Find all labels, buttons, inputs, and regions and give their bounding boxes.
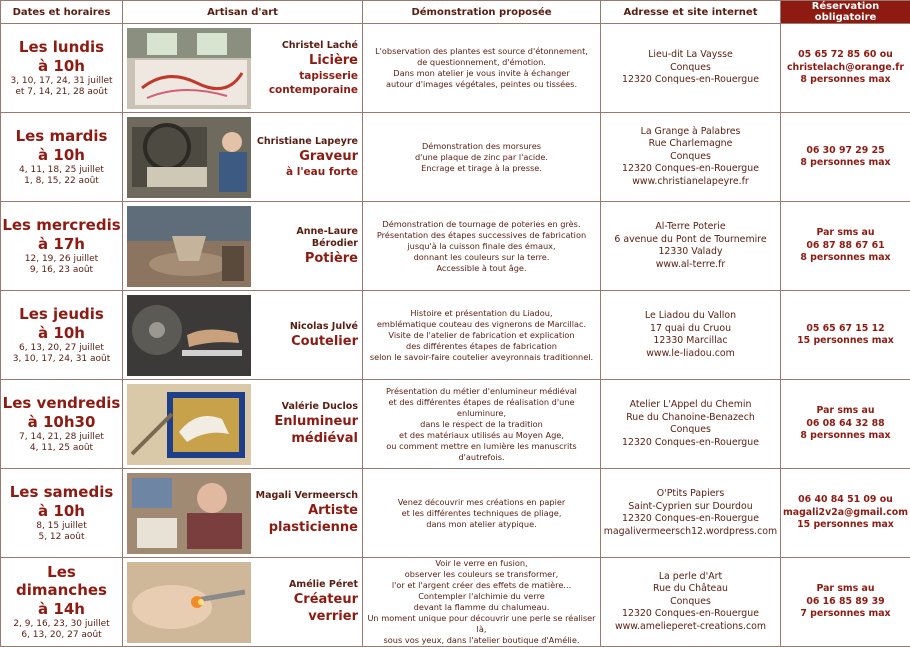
table-row [1,113,910,202]
demo-line: Visite de l'atelier de fabrication et explication [367,330,596,341]
date-line: 4, 11, 25 août [1,443,122,454]
craft-subtitle: tapisserie [248,69,358,83]
date-line: 12, 19, 26 juillet [1,254,122,265]
demo-cell [363,113,601,202]
address-cell [601,113,781,202]
glass-torch-photo [127,562,251,643]
date-line: 9, 16, 23 août [1,265,122,276]
illuminated-manuscript-photo [127,384,251,465]
time: à 10h [1,145,122,165]
address-line: Le Liadou du Vallon [601,310,780,323]
reservation-line: 15 personnes max [781,519,910,532]
demo-line: donnant les couleurs sur la terre. [367,252,596,263]
time: à 10h [1,56,122,76]
demo-line: et des différentes étapes de réalisation d'une enluminure, [367,397,596,419]
demo-line: l'or et l'argent créer des effets de matière... [367,580,596,591]
demo-line: Histoire et présentation du Liadou, [367,308,596,319]
reservation-line: 15 personnes max [781,335,910,348]
date-cell [1,113,123,202]
header-reservation: Réservation obligatoire [781,1,910,24]
demo-line: Accessible à tout âge. [367,263,596,274]
address-line: Lieu-dit La Vaysse [601,49,780,62]
address-line: 12320 Conques-en-Rouergue [601,513,780,526]
address-line: magalivermeersch12.wordpress.com [601,526,780,539]
demo-line: de questionnement, d'émotion. [367,57,596,68]
reservation-line: Par sms au [781,405,910,418]
reservation-cell [781,24,910,113]
date-line: 4, 11, 18, 25 juillet [1,165,122,176]
address-line: Saint-Cyprien sur Dourdou [601,501,780,514]
knife-grinding-photo [127,295,251,376]
date-line: 7, 14, 21, 28 juillet [1,432,122,443]
reservation-line: 8 personnes max [781,252,910,265]
header-row [1,1,910,24]
demo-cell [363,202,601,291]
time: à 10h [1,501,122,521]
address-line: Rue du Chanoine-Benazech [601,412,780,425]
address-line: 17 quai du Cruou [601,323,780,336]
demo-line: Dans mon atelier je vous invite à échanger [367,68,596,79]
address-line: O'Ptits Papiers [601,488,780,501]
reservation-line: 06 16 85 89 39 [781,596,910,609]
reservation-line: 8 personnes max [781,74,910,87]
painted-canvas-workshop-photo [127,28,251,109]
artisan-cell [123,380,363,469]
date-line: 6, 13, 20, 27 juillet [1,343,122,354]
demo-line: Encrage et tirage à la presse. [367,163,596,174]
reservation-line: 06 87 88 67 61 [781,240,910,253]
craft-title: Créateur [248,591,358,608]
demo-cell [363,469,601,558]
demo-line: d'une plaque de zinc par l'acide. [367,152,596,163]
reservation-cell [781,469,910,558]
printing-press-photo [127,117,251,198]
date-cell [1,558,123,647]
reservation-cell [781,202,910,291]
address-cell [601,469,781,558]
demo-line: Contempler l'alchimie du verre [367,591,596,602]
day-name: Les mercredis [1,216,122,234]
demo-line: selon le savoir-faire coutelier aveyronnais traditionnel. [367,352,596,363]
date-cell [1,380,123,469]
address-line: www.al-terre.fr [601,259,780,272]
pottery-wheel-photo [127,206,251,287]
artisan-name: Christiane Lapeyre [248,136,358,148]
address-line: Rue du Château [601,583,780,596]
address-line: La perle d'Art [601,571,780,584]
reservation-line: magali2v2a@gmail.com [781,507,910,520]
demo-line: Présentation du métier d'enlumineur médiéval [367,386,596,397]
demo-cell [363,291,601,380]
header-dates: Dates et horaires [1,1,123,24]
table-row [1,291,910,380]
artisan-name: Christel Laché [248,40,358,52]
address-line: Conques [601,62,780,75]
day-name: Les dimanches [1,563,122,599]
table-row [1,558,910,647]
demo-line: Démonstration de tournage de poteries en grès. [367,219,596,230]
craft-subtitle: contemporaine [248,83,358,97]
date-cell [1,202,123,291]
date-line: 2, 9, 16, 23, 30 juillet [1,619,122,630]
reservation-line: christelach@orange.fr [781,62,910,75]
date-line: 8, 15 juillet [1,521,122,532]
date-cell [1,24,123,113]
address-line: Conques [601,151,780,164]
demo-cell [363,24,601,113]
day-name: Les lundis [1,38,122,56]
craft-title: médiéval [248,430,358,447]
date-line: et 7, 14, 21, 28 août [1,87,122,98]
demo-line: dans le respect de la tradition [367,419,596,430]
header-address: Adresse et site internet [601,1,781,24]
date-line: 1, 8, 15, 22 août [1,176,122,187]
reservation-cell [781,113,910,202]
reservation-cell [781,291,910,380]
artisan-name: Valérie Duclos [248,401,358,413]
address-line: Rue Charlemagne [601,138,780,151]
demo-line: Un moment unique pour découvrir une perle se réaliser là, [367,613,596,635]
reservation-cell [781,380,910,469]
table-row [1,24,910,113]
address-cell [601,558,781,647]
demo-line: devant la flamme du chalumeau. [367,602,596,613]
address-line: 12320 Conques-en-Rouergue [601,163,780,176]
demo-line: autour d'images végétales, peintes ou tissées. [367,79,596,90]
artisan-name: Magali Vermeersch [248,490,358,502]
table-row [1,380,910,469]
address-line: La Grange à Palabres [601,126,780,139]
artisan-cell [123,558,363,647]
artisan-name: Amélie Péret [248,579,358,591]
reservation-line: 06 08 64 32 88 [781,418,910,431]
address-line: 12320 Conques-en-Rouergue [601,437,780,450]
date-line: 5, 12 août [1,532,122,543]
artisan-cell [123,113,363,202]
reservation-line: 05 65 67 15 12 [781,323,910,336]
address-line: 6 avenue du Pont de Tournemire [601,234,780,247]
demo-line: L'observation des plantes est source d'étonnement, [367,46,596,57]
reservation-line: 8 personnes max [781,430,910,443]
day-name: Les jeudis [1,305,122,323]
date-line: 3, 10, 17, 24, 31 juillet [1,76,122,87]
artisan-cell [123,24,363,113]
demo-line: et les différentes techniques de pliage, [367,508,596,519]
table-row [1,469,910,558]
reservation-line: 8 personnes max [781,157,910,170]
reservation-line: 06 40 84 51 09 ou [781,494,910,507]
address-line: 12320 Conques-en-Rouergue [601,74,780,87]
reservation-cell [781,558,910,647]
craft-title: Potière [248,250,358,267]
header-demo: Démonstration proposée [363,1,601,24]
address-line: www.amelieperet-creations.com [601,621,780,634]
day-name: Les samedis [1,483,122,501]
artisan-name: Anne-Laure Bérodier [248,226,358,250]
address-line: Conques [601,424,780,437]
craft-title: plasticienne [248,519,358,536]
craft-subtitle: à l'eau forte [248,165,358,179]
demo-cell [363,380,601,469]
reservation-line: 06 30 97 29 25 [781,145,910,158]
address-line: 12320 Conques-en-Rouergue [601,608,780,621]
address-line: www.christianelapeyre.fr [601,176,780,189]
craft-title: Enlumineur [248,413,358,430]
demo-line: Venez découvrir mes créations en papier [367,497,596,508]
reservation-line: 7 personnes max [781,608,910,621]
time: à 10h30 [1,412,122,432]
demo-line: des différentes étapes de fabrication [367,341,596,352]
demo-line: dans mon atelier atypique. [367,519,596,530]
reservation-line: 05 65 72 85 60 ou [781,49,910,62]
artisan-cell [123,291,363,380]
time: à 14h [1,599,122,619]
demo-line: sous vos yeux, dans l'atelier boutique d'Amélie. [367,635,596,646]
address-cell [601,380,781,469]
address-cell [601,291,781,380]
address-line: Al-Terre Poterie [601,221,780,234]
craft-title: Licière [248,52,358,69]
day-name: Les vendredis [1,394,122,412]
date-line: 6, 13, 20, 27 août [1,630,122,641]
demo-line: Voir le verre en fusion, [367,558,596,569]
address-cell [601,24,781,113]
artisan-cell [123,202,363,291]
time: à 17h [1,234,122,254]
address-line: 12330 Marcillac [601,335,780,348]
artisan-cell [123,469,363,558]
date-cell [1,469,123,558]
demo-line: et des matériaux utilisés au Moyen Age, [367,430,596,441]
date-cell [1,291,123,380]
demo-cell [363,558,601,647]
table-row [1,202,910,291]
demo-line: jusqu'à la cuisson finale des émaux, [367,241,596,252]
header-artisan: Artisan d'art [123,1,363,24]
address-line: www.le-liadou.com [601,348,780,361]
artisan-name: Nicolas Julvé [248,321,358,333]
address-line: 12330 Valady [601,246,780,259]
date-line: 3, 10, 17, 24, 31 août [1,354,122,365]
address-line: Atelier L'Appel du Chemin [601,399,780,412]
craft-title: Graveur [248,148,358,165]
craft-title: Coutelier [248,333,358,350]
paper-crafts-photo [127,473,251,554]
time: à 10h [1,323,122,343]
address-cell [601,202,781,291]
demo-line: ou comment mettre en lumière les manuscrits d'autrefois. [367,441,596,463]
day-name: Les mardis [1,127,122,145]
craft-title: Artiste [248,502,358,519]
demo-line: Démonstration des morsures [367,141,596,152]
demo-line: Présentation des étapes successives de fabrication [367,230,596,241]
reservation-line: Par sms au [781,227,910,240]
demo-line: observer les couleurs se transformer, [367,569,596,580]
address-line: Conques [601,596,780,609]
craft-title: verrier [248,608,358,625]
demo-line: emblématique couteau des vignerons de Marcillac. [367,319,596,330]
reservation-line: Par sms au [781,583,910,596]
